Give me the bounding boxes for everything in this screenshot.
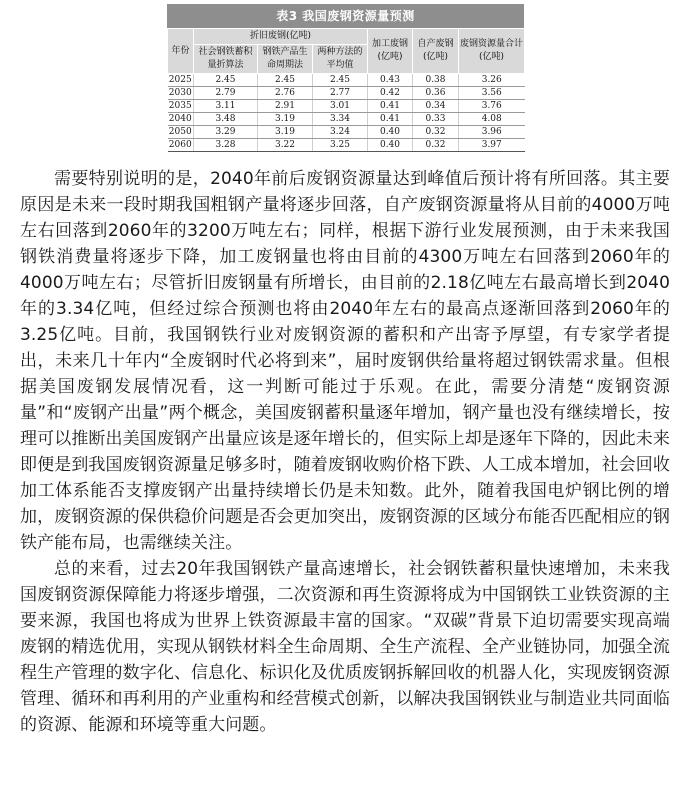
cell-value: 2.45 [194, 74, 258, 87]
cell-value: 3.97 [459, 139, 525, 152]
cell-value: 3.76 [459, 100, 525, 113]
header-self-produced-scrap: 自产废钢(亿吨) [413, 29, 459, 74]
cell-value: 3.56 [459, 87, 525, 100]
cell-value: 3.19 [258, 113, 313, 126]
cell-value: 2.45 [313, 74, 368, 87]
cell-year: 2060 [168, 140, 192, 150]
table-title: 表3 我国废钢资源量预测 [167, 4, 524, 28]
table-row [168, 100, 525, 113]
cell-value: 0.41 [368, 100, 413, 113]
paragraph: 需要特别说明的是，2040年前后废钢资源量达到峰值后预计将有所回落。其主要原因是未来一段时期我国粗钢产量将逐步回落，自产废钢资源量将从目前的4000万吨左右回落到2060年的3200万吨左右；同样，根据下游行业发展预测，由于未来我国钢铁消费量将逐步下降，加工废钢量也将由目前的4300万吨左右回落到2060年的4000万吨左右；尽管折旧废钢量有所增长，由目前的2.18亿吨左右最高增长到2040年的3.34亿吨，但经过综合预测也将由2040年左右的最高点逐渐回落到2060年的3.25亿吨。目前，我国钢铁行业对废钢资源的蓄积和产出寄予厚望，有专家学者提出，未来几十年内“全废钢时代必将到来”，届时废钢供给量将超过钢铁需求量。但根据美国废钢发展情况看，这一判断可能过于乐观。在此，需要分清楚“废钢资源量”和“废钢产出量”两个概念，美国废钢蓄积量逐年增加，钢产量也没有继续增长，按理可以推断出美国废钢产出量应该是逐年增长的，但实际上却是逐年下降的，因此未来即便是到我国废钢资源量足够多时，随着废钢收购价格下跌、人工成本增加，社会回收加工体系能否支撑废钢产出量持续增长仍是未知数。此外，随着我国电炉钢比例的增加，废钢资源的保供稳价问题是否会更加突出，废钢资源的区域分布能否匹配相应的钢铁产能布局，也需继续关注。 [20, 169, 670, 553]
cell-value: 4.08 [459, 113, 525, 126]
header-total-scrap: 废钢资源量合计(亿吨) [459, 29, 525, 74]
cell-year: 2050 [168, 127, 192, 137]
cell-value: 0.43 [368, 74, 413, 87]
table-row [168, 87, 525, 100]
cell-value: 3.25 [313, 139, 368, 152]
header-lifecycle-method: 钢铁产品生命周期法 [258, 45, 313, 74]
cell-value: 3.48 [194, 113, 258, 126]
cell-value: 0.34 [413, 100, 459, 113]
header-average-of-methods: 两种方法的平均值 [313, 45, 368, 74]
paragraph: 总的来看，过去20年我国钢铁产量高速增长，社会钢铁蓄积量快速增加，未来我国废钢资源保障能力将逐步增强，二次资源和再生资源将成为中国钢铁工业铁资源的主要来源，我国也将成为世界上铁资源最丰富的国家。“双碳”背景下迫切需要实现高端废钢的精选优用，实现从钢铁材料全生命周期、全生产流程、全产业链协同，加强全流程生产管理的数字化、信息化、标识化及优质废钢拆解回收的机器人化，实现废钢资源管理、循环和再利用的产业重构和经营模式创新，以解决我国钢铁业与制造业共同面临的资源、能源和环境等重大问题。 [20, 559, 670, 735]
article-body [20, 166, 670, 738]
cell-year: 2025 [168, 75, 192, 85]
cell-value: 2.45 [258, 74, 313, 87]
cell-value: 0.41 [368, 113, 413, 126]
scrap-steel-forecast-table [167, 4, 524, 152]
cell-value: 0.40 [368, 139, 413, 152]
cell-value: 3.22 [258, 139, 313, 152]
cell-value: 2.77 [313, 87, 368, 100]
cell-value: 0.32 [413, 126, 459, 139]
forecast-table-grid [167, 28, 525, 152]
cell-year: 2040 [168, 114, 192, 124]
cell-value: 0.32 [413, 139, 459, 152]
header-stock-conversion-method: 社会钢铁蓄积量折算法 [194, 45, 258, 74]
header-processing-scrap: 加工废钢(亿吨) [368, 29, 413, 74]
cell-year: 2030 [168, 88, 192, 98]
cell-value: 0.33 [413, 113, 459, 126]
cell-value: 3.34 [313, 113, 368, 126]
table-row [168, 126, 525, 139]
cell-value: 3.01 [313, 100, 368, 113]
cell-value: 0.38 [413, 74, 459, 87]
table-row [168, 139, 525, 152]
cell-year: 2035 [168, 101, 192, 111]
cell-value: 3.26 [459, 74, 525, 87]
cell-value: 3.29 [194, 126, 258, 139]
table-row [168, 113, 525, 126]
table-row [168, 74, 525, 87]
header-depreciation-scrap: 折旧废钢(亿吨) [194, 29, 368, 45]
cell-value: 3.24 [313, 126, 368, 139]
cell-value: 3.28 [194, 139, 258, 152]
cell-value: 2.79 [194, 87, 258, 100]
cell-value: 0.42 [368, 87, 413, 100]
cell-value: 2.91 [258, 100, 313, 113]
cell-value: 2.76 [258, 87, 313, 100]
cell-value: 3.19 [258, 126, 313, 139]
cell-value: 0.36 [413, 87, 459, 100]
cell-value: 3.11 [194, 100, 258, 113]
cell-value: 3.96 [459, 126, 525, 139]
cell-value: 0.40 [368, 126, 413, 139]
header-year: 年份 [168, 29, 194, 74]
